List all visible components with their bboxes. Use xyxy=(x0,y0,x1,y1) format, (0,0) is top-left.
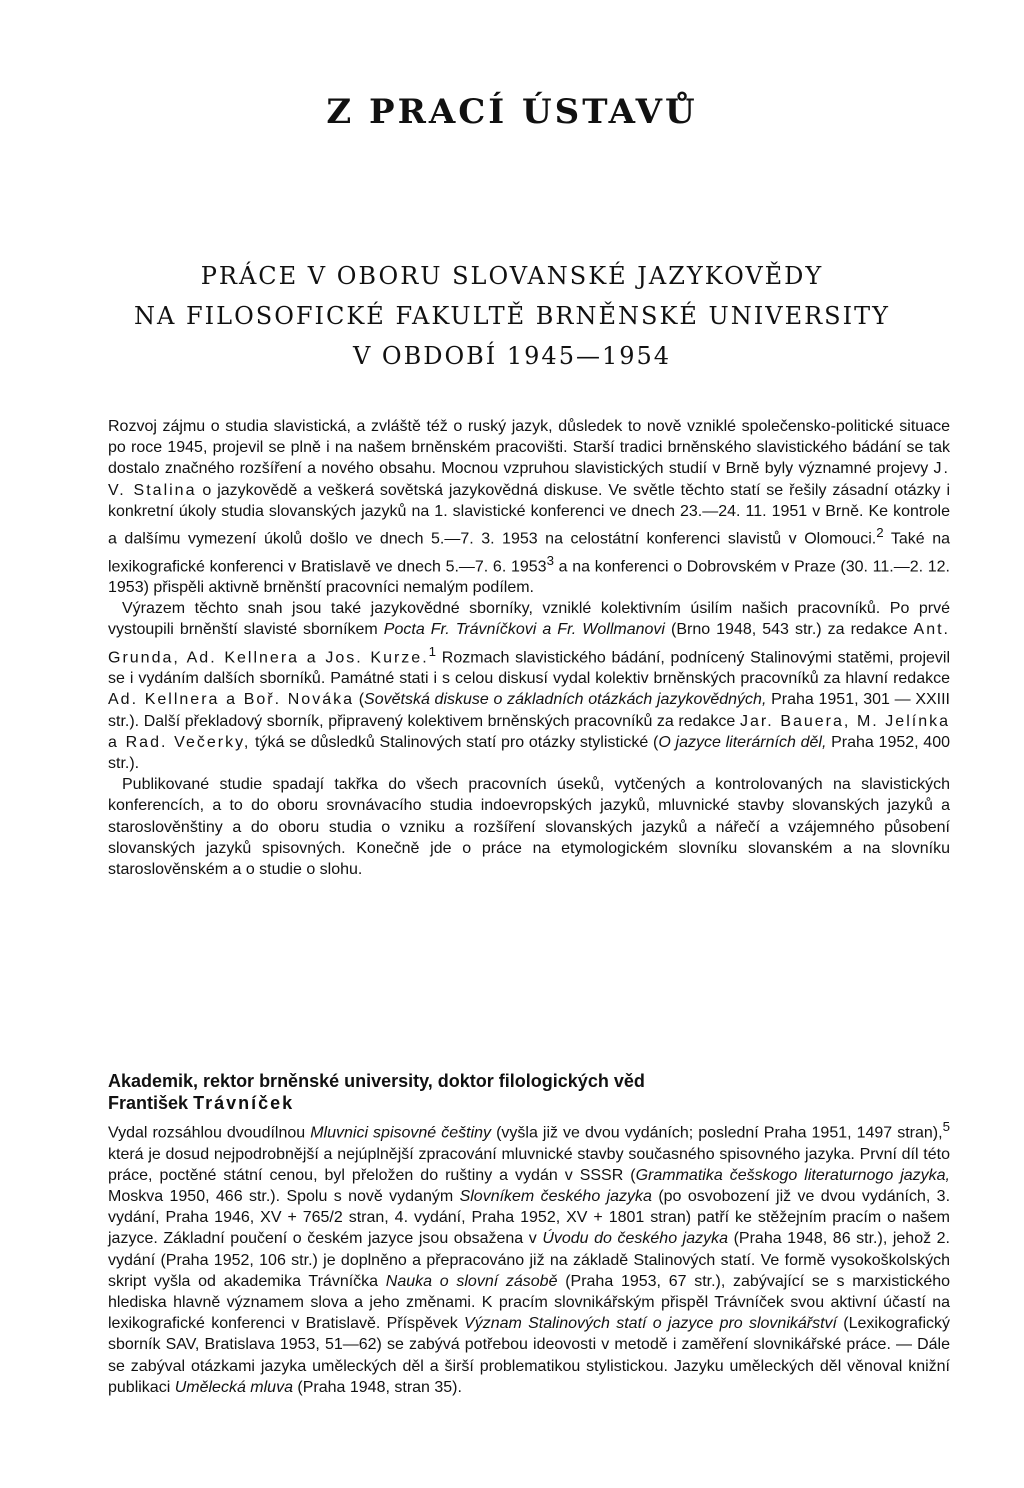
book-title: Grammatika češskogo literaturnogo jazyka, xyxy=(635,1166,950,1184)
footnote-ref: 5 xyxy=(942,1119,951,1134)
editor-names: Ant. Grunda, Ad. Kellnera a Jos. Kurze. xyxy=(108,621,950,667)
intro-text xyxy=(108,416,950,880)
book-title: Umělecká mluva xyxy=(174,1378,293,1396)
book-title: Slovníkem českého jazyka xyxy=(459,1187,652,1205)
footnote-ref: 1 xyxy=(428,643,437,659)
editor-names: Ad. Kellnera a Boř. Nováka xyxy=(108,691,354,709)
author-heading xyxy=(108,1070,950,1114)
book-title: O jazyce literárních děl, xyxy=(658,733,827,751)
book-title: Význam Stalinových statí o jazyce pro slovnikářství xyxy=(464,1315,838,1333)
intro-paragraph-3: Publikované studie spadají takřka do všech pracovních úseků, vytčených a kontrolovaných na slavistických konferencích, a to do oboru srovnávacího studia indoevropských jazyků, mluvnické stavby slovanských jazyků a staroslověnštiny a do oboru studia o vzniku a rozšíření slovanských jazyků a nářečí a vzájemného působení slovanských jazyků spisovných. Konečně jde o práce na etymologickém slovníku slovanském a na slovníku staroslověnském a o studie o slohu. xyxy=(108,776,950,879)
intro-paragraph-2: Výrazem těchto snah jsou také jazykovědné sborníky, vzniklé kolektivním úsilím našich pracovníků. Po prvé vystoupili brněnští slavisté sborníkem Pocta Fr. Trávníčkovi a Fr. Wollmanovi (Brno 1948, 543 str.) za redakce Ant. Grunda, Ad. Kellnera a Jos. Kurze.$^1$ Rozmach slavistického bádání, podnícený Stalinovými statěmi, projevil se i vydáním dalších sborníků. Památné stati i s celou diskusí vydal kolektiv brněnských pracovníků za hlavní redakce Ad. Kellnera a Boř. Nováka (Sovětská diskuse o základních otázkách jazykovědných, Praha 1951, 301 — XXIII str.). Další překladový sborník, připravený kolektivem brněnských pracovníků za redakce Jar. Bauera, M. Jelínka a Rad. Večerky, týká se důsledků Stalinových statí pro otázky stylistické (O jazyce literárních děl, Praha 1952, 400 str.). xyxy=(108,600,951,773)
editor-names: Jar. Bauera, M. Jelínka a Rad. Večerky, xyxy=(108,712,950,751)
book-title: Úvodu do českého jazyka xyxy=(542,1230,729,1248)
person-name: J. V. Stalina xyxy=(108,460,950,499)
book-title: Mluvnici spisovné češtiny xyxy=(310,1124,492,1142)
author-name: František Trávníček xyxy=(108,1093,295,1113)
intro-paragraph-1: Rozvoj zájmu o studia slavistická, a zvláště též o ruský jazyk, důsledek to nově vzniklé společensko-politické situace po roce 1945, projevil se plně i na našem brněnském pracovišti. Starší tradici brněnského slavistického bádání se tak dostalo značného rozšíření a nového obsahu. Mocnou vzpruhou slavistických studií v Brně byly významné projevy J. V. Stalina o jazykovědě a veškerá sovětská jazykovědná diskuse. Ve světle těchto statí se řešily zásadní otázky i konkretní úkoly studia slovanských jazyků na 1. slavistické konferenci ve dnech 23.—24. 11. 1951 v Brně. Ke kontrole a dalšímu vymezení úkolů došlo ve dnech 5.—7. 3. 1953 na celostátní konferenci slavistů v Olomouci.$^2$ Také na lexikografické konferenci v Bratislavě ve dnech 5.—7. 6. 1953$^3$ a na konferenci o Dobrovském v Praze (30. 11.—2. 12. 1953) přispěli aktivně brněnští pracovníci nemalým podílem. xyxy=(108,418,951,597)
article-title-line-3: V OBDOBÍ 1945—1954 xyxy=(352,342,672,370)
author-title: Akademik, rektor brněnské university, doktor filologických věd xyxy=(108,1071,645,1091)
book-title: Nauka o slovní zásobě xyxy=(385,1272,558,1290)
book-title: Sovětská diskuse o základních otázkách jazykovědných, xyxy=(364,691,767,709)
author-paragraph: Vydal rozsáhlou dvoudílnou Mluvnici spisovné češtiny (vyšla již ve dvou vydáních; poslední Praha 1951, 1497 stran),$^5$ která je dosud nejpodrobnější a nejúplnější zpracování mluvnické stavby současného spisovného jazyka. První díl této práce, poctěné státní cenou, byl přeložen do ruštiny a vydán v SSSR (Grammatika češskogo literaturnogo jazyka, Moskva 1950, 466 str.). Spolu s nově vydaným Slovníkem českého jazyka (po osvobození již ve dvou vydáních, 3. vydání, Praha 1946, XV + 765/2 stran, 4. vydání, Praha 1952, XV + 1801 stran) patří ke stěžejním pracím o našem jazyce. Základní poučení o českém jazyce jsou obsažena v Úvodu do českého jazyka (Praha 1948, 86 str.), jehož 2. vydání (Praha 1952, 106 str.) je doplněno a přepracováno již na základě Stalinových statí. Ve formě vysokoškolských skript vyšla od akademika Trávníčka Nauka o slovní zásobě (Praha 1953, 67 str.), zabývající se s marxistického hlediska hlavně významem slova a jeho změnami. K pracím slovnikářským přispěl Trávníček svou aktivní účastí na lexikografické konferenci v Bratislavě. Příspěvek Význam Stalinových statí o jazyce pro slovnikářství (Lexikografický sborník SAV, Bratislava 1953, 51—62) se zabývá potřebou ideovosti v metodě i zaměření slovnikářské práce. — Dále se zabýval otázkami jazyka uměleckých děl a širší problematikou stylistickou. Jazyku uměleckých děl věnoval knižní publikaci Umělecká mluva (Praha 1948, stran 35). xyxy=(108,1119,951,1396)
book-title: Pocta Fr. Trávníčkovi a Fr. Wollmanovi xyxy=(383,621,665,639)
section-title: Z PRACÍ ÚSTAVŮ xyxy=(326,92,698,132)
footnote-ref: 2 xyxy=(876,525,884,541)
author-bibliography-text xyxy=(108,1116,950,1398)
article-title-line-1: PRÁCE V OBORU SLOVANSKÉ JAZYKOVĚDY xyxy=(200,262,824,290)
article-title-line-2: NA FILOSOFICKÉ FAKULTĚ BRNĚNSKÉ UNIVERSITY xyxy=(134,302,890,330)
footnote-ref: 3 xyxy=(546,552,554,568)
